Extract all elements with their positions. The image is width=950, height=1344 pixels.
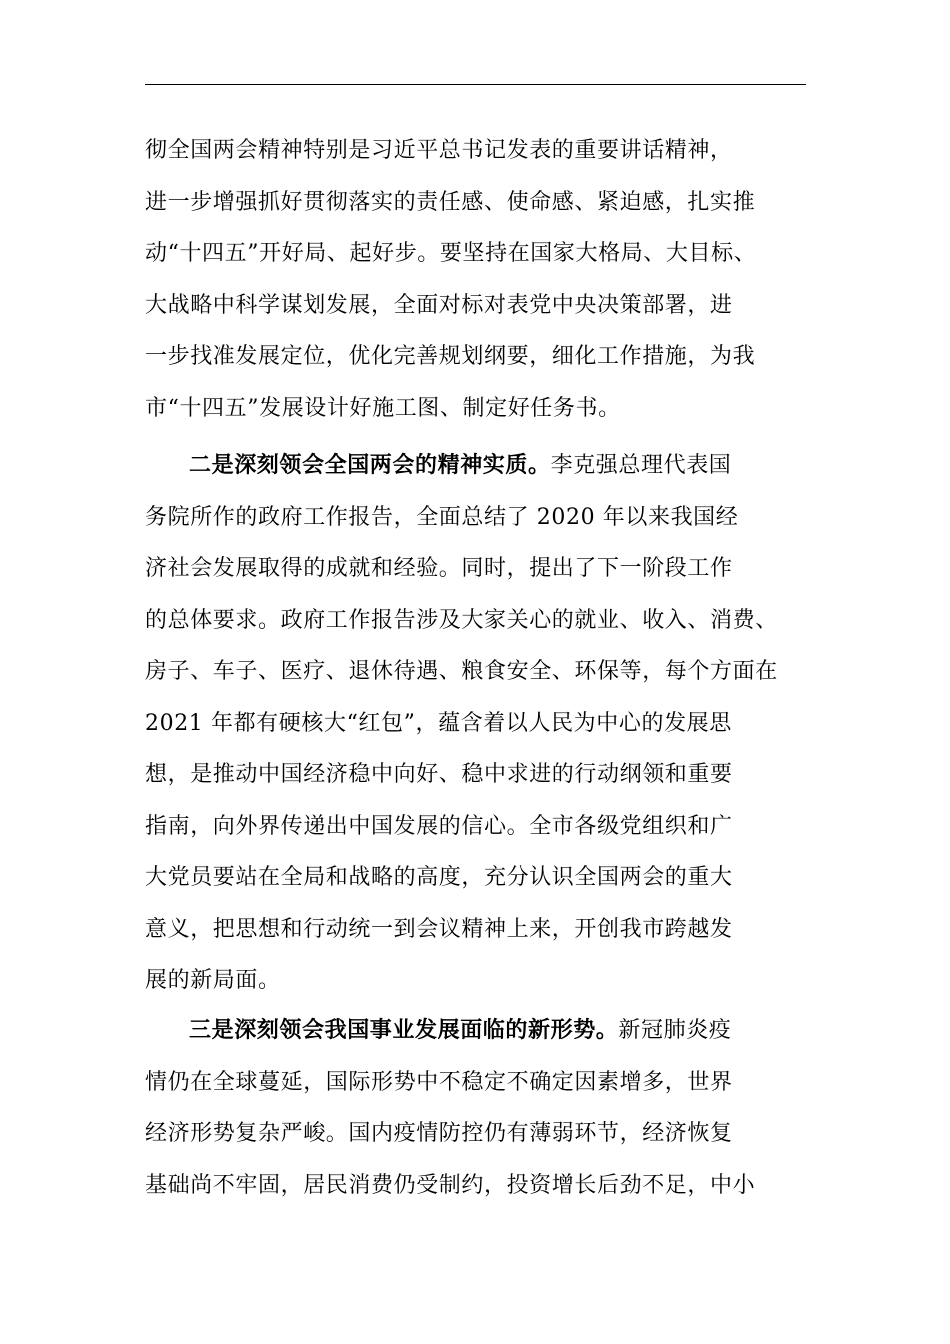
text-line: 基础尚不牢固，居民消费仍受制约，投资增长后劲不足，中小 [145,1172,756,1198]
text-line: 指南，向外界传递出中国发展的信心。全市各级党组织和广 [145,813,733,839]
text-line: 大党员要站在全局和战略的高度，充分认识全国两会的重大 [145,865,733,890]
text-line: 市“十四五”发展设计好施工图、制定好任务书。 [145,395,621,421]
paragraph-heading: 二是深刻领会全国两会的精神实质。 [189,452,551,478]
text-line: 情仍在全球蔓延，国际形势中不稳定不确定因素增多，世界 [145,1069,733,1095]
text-line: 一步找准发展定位，优化完善规划纲要，细化工作措施，为我 [145,344,756,369]
paragraph-continuation [145,125,821,434]
text-line: 大战略中科学谋划发展，全面对标对表党中央决策部署，进 [145,292,733,318]
text-line: 彻全国两会精神特别是习近平总书记发表的重要讲话精神， [145,138,733,163]
text-line: 经济形势复杂严峻。国内疫情防控仍有薄弱环节，经济恢复 [145,1121,733,1146]
text-line: 务院所作的政府工作报告，全面总结了 2020 年以来我国经 [145,504,739,530]
text-line: 想，是推动中国经济稳中向好、稳中求进的行动纲领和重要 [145,762,733,787]
paragraph-third-point [145,1005,821,1211]
text-line: 展的新局面。 [145,968,281,993]
text-line: 房子、车子、医疗、退休待遇、粮食安全、环保等，每个方面在 [145,659,778,684]
text-line: 动“十四五”开好局、起好步。要坚持在国家大格局、大目标、 [145,241,757,266]
paragraph-second-point [145,440,821,1007]
header-rule [145,84,806,85]
text-line: 意义，把思想和行动统一到会议精神上来，开创我市跨越发 [145,916,733,942]
paragraph-lead-text: 新冠肺炎疫 [618,1018,732,1043]
text-line: 2021 年都有硬核大“红包”，蕴含着以人民为中心的发展思 [145,710,732,736]
paragraph-first-line [145,440,821,492]
paragraph-first-line [145,1005,821,1057]
text-line: 进一步增强抓好贯彻落实的责任感、使命感、紧迫感，扎实推 [145,189,756,215]
text-line: 济社会发展取得的成就和经验。同时，提出了下一阶段工作 [145,556,733,581]
paragraph-lead-text: 李克强总理代表国 [550,453,732,478]
text-line: 的总体要求。政府工作报告涉及大家关心的就业、收入、消费、 [145,607,778,633]
paragraph-heading: 三是深刻领会我国事业发展面临的新形势。 [189,1017,619,1043]
